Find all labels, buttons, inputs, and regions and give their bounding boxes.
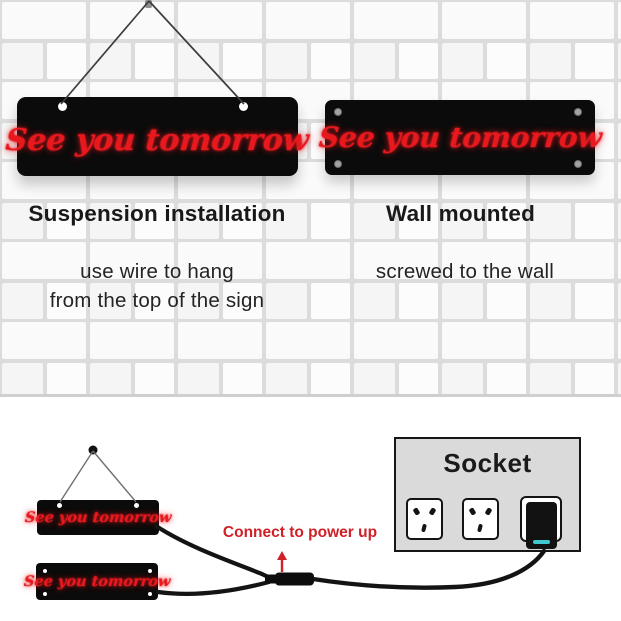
flat-led-sign-small [23,563,171,600]
wall-mounted-description: screwed to the wall [375,260,555,283]
wall-mounted-led-sign [317,100,603,175]
outlet-slot [413,507,421,516]
outlet-slot [421,524,427,533]
hanging-wire [60,451,93,502]
power-plug-icon [526,502,557,549]
power-cable [313,551,544,588]
screw-icon [148,592,152,596]
screw-icon [574,108,582,116]
socket-panel [394,437,581,552]
outlet-slot [469,507,477,516]
description-line: use wire to hang [80,260,234,283]
hanging-hole-left [58,102,67,111]
hanging-hole-right [134,503,139,508]
hanging-hole-left [57,503,62,508]
screw-icon [334,160,342,168]
sign-text: See you tomorrow [317,121,603,154]
connect-to-power-label: Connect to power up [222,524,378,541]
wall-mounted-title: Wall mounted [385,201,536,226]
sign-text: See you tomorrow [24,509,172,526]
arrow-up-icon [277,551,287,560]
outlet-slot [485,507,493,516]
suspension-installation-description [0,257,314,315]
power-cable [158,582,269,594]
suspended-led-sign [4,97,310,176]
hanging-led-sign-small [24,500,172,535]
screw-icon [43,592,47,596]
sign-text: See you tomorrow [23,573,171,590]
outlet-slot [429,507,437,516]
cable-connector-icon [275,573,314,586]
screw-icon [334,108,342,116]
hanging-hole-right [239,102,248,111]
power-outlet-icon [406,498,443,540]
description-line: from the top of the sign [49,289,265,312]
screw-icon [574,160,582,168]
nail-icon [89,446,98,455]
cable-connector-icon [265,575,277,584]
hanging-wire [93,451,136,502]
sign-text: See you tomorrow [4,123,310,158]
power-outlet-icon [462,498,499,540]
suspension-installation-title: Suspension installation [28,201,286,226]
socket-panel-title: Socket [443,448,532,478]
outlet-slot [477,524,483,533]
plug-led-indicator [533,540,550,544]
